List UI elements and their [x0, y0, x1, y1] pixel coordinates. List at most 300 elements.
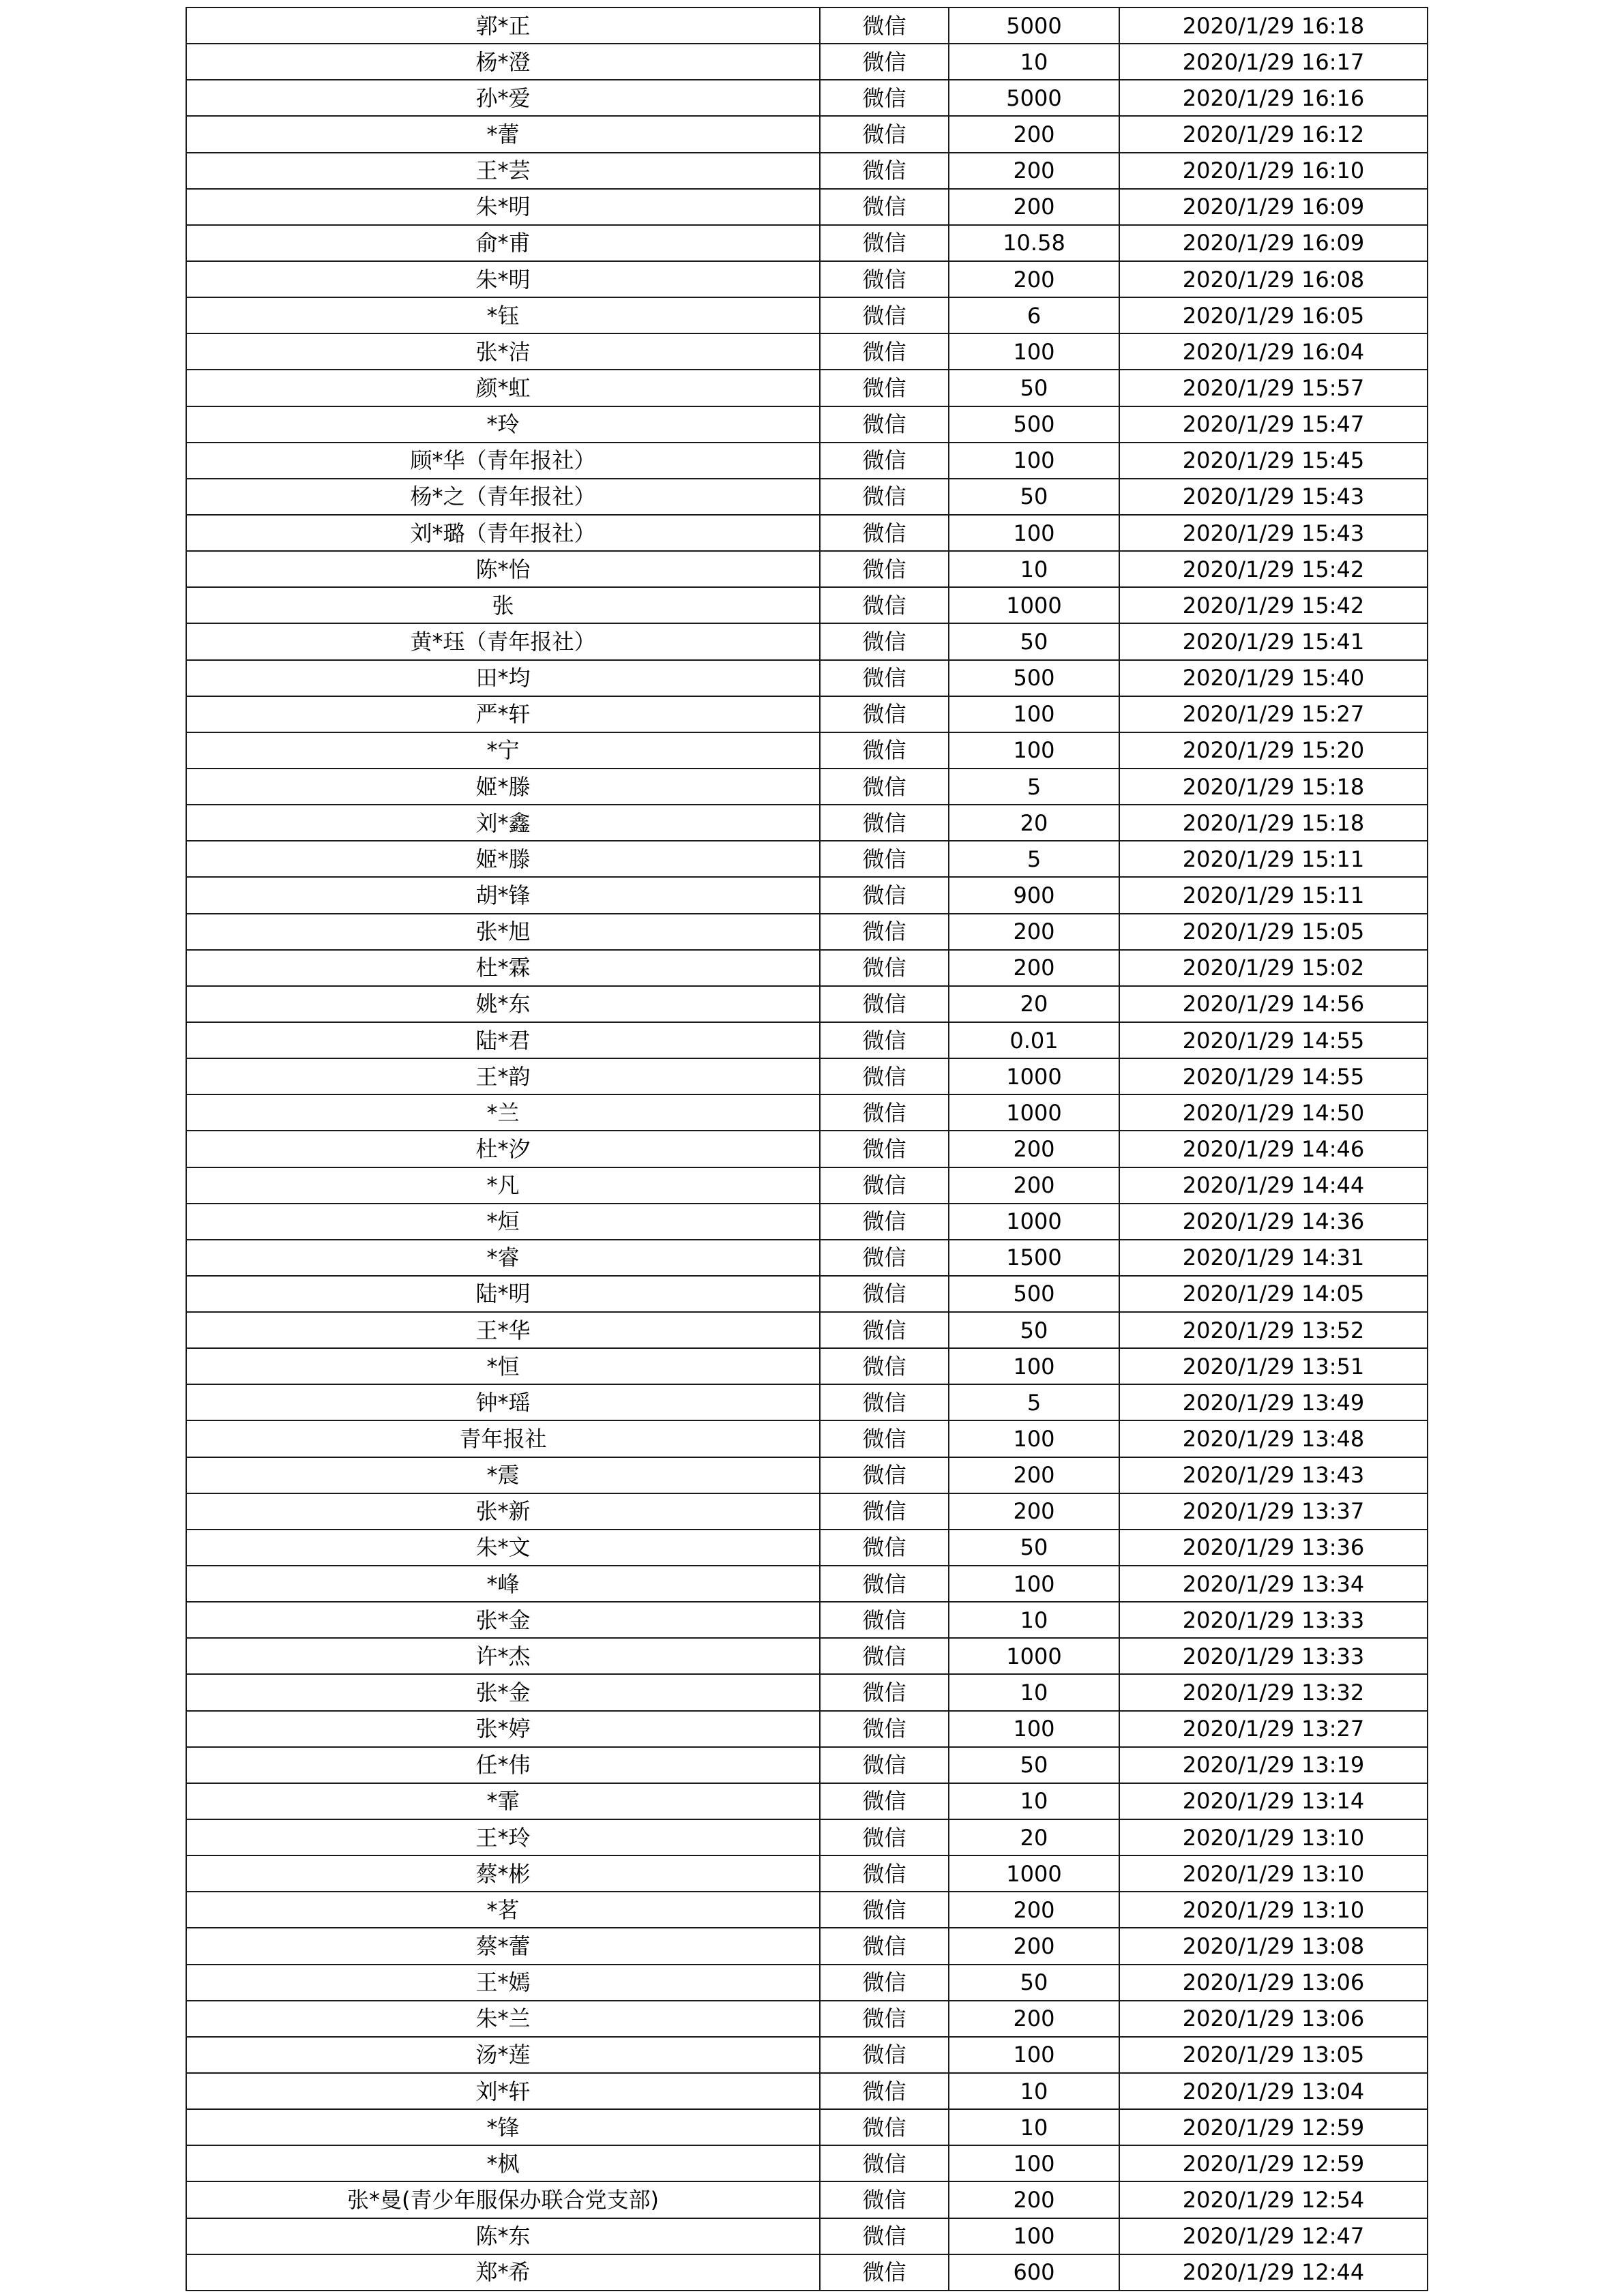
- donor-name-cell: 孙*爱: [186, 80, 820, 116]
- payment-method-cell: 微信: [820, 406, 949, 443]
- amount-cell: 200: [949, 1928, 1119, 1964]
- amount-cell: 100: [949, 2218, 1119, 2254]
- payment-method-cell: 微信: [820, 1965, 949, 2001]
- timestamp-cell: 2020/1/29 15:41: [1119, 623, 1428, 659]
- amount-cell: 100: [949, 2037, 1119, 2073]
- amount-cell: 100: [949, 443, 1119, 479]
- table-row: [186, 1493, 1428, 1530]
- donor-name-cell: 张*曼(青少年服保办联合党支部): [186, 2181, 820, 2218]
- payment-method-cell: 微信: [820, 1602, 949, 1638]
- amount-cell: 200: [949, 1892, 1119, 1928]
- table-row: [186, 1638, 1428, 1674]
- donor-name-cell: 王*芸: [186, 153, 820, 189]
- payment-method-cell: 微信: [820, 2218, 949, 2254]
- timestamp-cell: 2020/1/29 14:56: [1119, 986, 1428, 1022]
- timestamp-cell: 2020/1/29 16:04: [1119, 333, 1428, 370]
- timestamp-cell: 2020/1/29 15:42: [1119, 587, 1428, 623]
- payment-method-cell: 微信: [820, 1674, 949, 1710]
- payment-method-cell: 微信: [820, 1131, 949, 1167]
- table-row: [186, 1530, 1428, 1566]
- amount-cell: 100: [949, 1711, 1119, 1747]
- table-row: [186, 2109, 1428, 2145]
- payment-method-cell: 微信: [820, 1312, 949, 1348]
- payment-method-cell: 微信: [820, 333, 949, 370]
- donor-name-cell: *睿: [186, 1240, 820, 1276]
- timestamp-cell: 2020/1/29 12:54: [1119, 2181, 1428, 2218]
- table-row: [186, 986, 1428, 1022]
- timestamp-cell: 2020/1/29 16:09: [1119, 189, 1428, 225]
- donor-name-cell: 陈*怡: [186, 551, 820, 587]
- table-row: [186, 1204, 1428, 1240]
- timestamp-cell: 2020/1/29 14:31: [1119, 1240, 1428, 1276]
- payment-method-cell: 微信: [820, 914, 949, 950]
- donor-name-cell: 杨*澄: [186, 44, 820, 80]
- donor-name-cell: 陈*东: [186, 2218, 820, 2254]
- amount-cell: 6: [949, 297, 1119, 333]
- table-row: [186, 189, 1428, 225]
- payment-method-cell: 微信: [820, 986, 949, 1022]
- amount-cell: 1000: [949, 1094, 1119, 1131]
- timestamp-cell: 2020/1/29 12:59: [1119, 2145, 1428, 2181]
- amount-cell: 200: [949, 153, 1119, 189]
- payment-method-cell: 微信: [820, 261, 949, 297]
- amount-cell: 1000: [949, 1855, 1119, 1892]
- amount-cell: 10: [949, 44, 1119, 80]
- timestamp-cell: 2020/1/29 13:34: [1119, 1566, 1428, 1602]
- timestamp-cell: 2020/1/29 13:52: [1119, 1312, 1428, 1348]
- timestamp-cell: 2020/1/29 13:10: [1119, 1855, 1428, 1892]
- payment-method-cell: 微信: [820, 1058, 949, 1094]
- donor-name-cell: *蕾: [186, 116, 820, 152]
- table-row: [186, 2181, 1428, 2218]
- amount-cell: 200: [949, 2001, 1119, 2037]
- donor-name-cell: *峰: [186, 1566, 820, 1602]
- donor-name-cell: *烜: [186, 1204, 820, 1240]
- payment-method-cell: 微信: [820, 1747, 949, 1783]
- donor-name-cell: 青年报社: [186, 1420, 820, 1457]
- payment-method-cell: 微信: [820, 297, 949, 333]
- donor-name-cell: 俞*甫: [186, 225, 820, 261]
- donor-name-cell: 颜*虹: [186, 370, 820, 406]
- timestamp-cell: 2020/1/29 13:10: [1119, 1819, 1428, 1855]
- table-row: [186, 1384, 1428, 1420]
- donor-name-cell: *玲: [186, 406, 820, 443]
- timestamp-cell: 2020/1/29 16:10: [1119, 153, 1428, 189]
- amount-cell: 5: [949, 1384, 1119, 1420]
- payment-method-cell: 微信: [820, 1022, 949, 1058]
- table-row: [186, 2145, 1428, 2181]
- payment-method-cell: 微信: [820, 479, 949, 515]
- table-row: [186, 2218, 1428, 2254]
- timestamp-cell: 2020/1/29 13:43: [1119, 1457, 1428, 1493]
- timestamp-cell: 2020/1/29 13:49: [1119, 1384, 1428, 1420]
- timestamp-cell: 2020/1/29 14:55: [1119, 1022, 1428, 1058]
- payment-method-cell: 微信: [820, 623, 949, 659]
- timestamp-cell: 2020/1/29 13:06: [1119, 1965, 1428, 2001]
- table-row: [186, 1711, 1428, 1747]
- amount-cell: 5000: [949, 80, 1119, 116]
- donor-name-cell: 王*玲: [186, 1819, 820, 1855]
- amount-cell: 100: [949, 1348, 1119, 1384]
- timestamp-cell: 2020/1/29 13:27: [1119, 1711, 1428, 1747]
- donor-name-cell: 张: [186, 587, 820, 623]
- amount-cell: 10.58: [949, 225, 1119, 261]
- donor-name-cell: 张*旭: [186, 914, 820, 950]
- donor-name-cell: 朱*明: [186, 261, 820, 297]
- payment-method-cell: 微信: [820, 116, 949, 152]
- donor-name-cell: 刘*轩: [186, 2073, 820, 2109]
- donor-name-cell: 顾*华（青年报社）: [186, 443, 820, 479]
- table-row: [186, 1965, 1428, 2001]
- payment-method-cell: 微信: [820, 1783, 949, 1819]
- timestamp-cell: 2020/1/29 16:18: [1119, 8, 1428, 44]
- payment-method-cell: 微信: [820, 1638, 949, 1674]
- table-row: [186, 732, 1428, 769]
- table-row: [186, 1783, 1428, 1819]
- donor-name-cell: 朱*明: [186, 189, 820, 225]
- timestamp-cell: 2020/1/29 15:43: [1119, 479, 1428, 515]
- payment-method-cell: 微信: [820, 732, 949, 769]
- table-row: [186, 443, 1428, 479]
- amount-cell: 200: [949, 1493, 1119, 1530]
- payment-method-cell: 微信: [820, 1530, 949, 1566]
- table-row: [186, 587, 1428, 623]
- table-row: [186, 1855, 1428, 1892]
- donor-name-cell: *霏: [186, 1783, 820, 1819]
- donor-name-cell: 张*婷: [186, 1711, 820, 1747]
- payment-method-cell: 微信: [820, 2145, 949, 2181]
- table-row: [186, 841, 1428, 877]
- amount-cell: 10: [949, 1674, 1119, 1710]
- table-row: [186, 660, 1428, 696]
- table-row: [186, 1674, 1428, 1710]
- donor-name-cell: 王*韵: [186, 1058, 820, 1094]
- timestamp-cell: 2020/1/29 14:46: [1119, 1131, 1428, 1167]
- amount-cell: 200: [949, 1167, 1119, 1204]
- donor-name-cell: *恒: [186, 1348, 820, 1384]
- payment-method-cell: 微信: [820, 515, 949, 551]
- timestamp-cell: 2020/1/29 13:04: [1119, 2073, 1428, 2109]
- table-row: [186, 1602, 1428, 1638]
- table-row: [186, 1928, 1428, 1964]
- timestamp-cell: 2020/1/29 15:40: [1119, 660, 1428, 696]
- amount-cell: 0.01: [949, 1022, 1119, 1058]
- table-row: [186, 1167, 1428, 1204]
- amount-cell: 5: [949, 841, 1119, 877]
- payment-method-cell: 微信: [820, 1240, 949, 1276]
- amount-cell: 200: [949, 261, 1119, 297]
- table-row: [186, 1094, 1428, 1131]
- amount-cell: 1000: [949, 587, 1119, 623]
- table-row: [186, 950, 1428, 986]
- amount-cell: 100: [949, 696, 1119, 732]
- table-row: [186, 914, 1428, 950]
- table-row: [186, 1819, 1428, 1855]
- table-row: [186, 370, 1428, 406]
- timestamp-cell: 2020/1/29 12:47: [1119, 2218, 1428, 2254]
- donation-table: [186, 7, 1428, 2291]
- timestamp-cell: 2020/1/29 12:44: [1119, 2254, 1428, 2291]
- donor-name-cell: 任*伟: [186, 1747, 820, 1783]
- amount-cell: 1000: [949, 1058, 1119, 1094]
- payment-method-cell: 微信: [820, 950, 949, 986]
- payment-method-cell: 微信: [820, 1204, 949, 1240]
- amount-cell: 50: [949, 1312, 1119, 1348]
- table-row: [186, 1348, 1428, 1384]
- payment-method-cell: 微信: [820, 1892, 949, 1928]
- donor-name-cell: 陆*明: [186, 1276, 820, 1312]
- amount-cell: 10: [949, 1783, 1119, 1819]
- amount-cell: 1000: [949, 1204, 1119, 1240]
- payment-method-cell: 微信: [820, 769, 949, 805]
- table-row: [186, 1892, 1428, 1928]
- table-row: [186, 80, 1428, 116]
- table-row: [186, 1420, 1428, 1457]
- timestamp-cell: 2020/1/29 15:47: [1119, 406, 1428, 443]
- payment-method-cell: 微信: [820, 696, 949, 732]
- timestamp-cell: 2020/1/29 13:05: [1119, 2037, 1428, 2073]
- payment-method-cell: 微信: [820, 44, 949, 80]
- amount-cell: 200: [949, 189, 1119, 225]
- table-row: [186, 2254, 1428, 2291]
- donor-name-cell: 胡*锋: [186, 877, 820, 913]
- timestamp-cell: 2020/1/29 16:12: [1119, 116, 1428, 152]
- amount-cell: 200: [949, 116, 1119, 152]
- donor-name-cell: *凡: [186, 1167, 820, 1204]
- donor-name-cell: 朱*文: [186, 1530, 820, 1566]
- amount-cell: 20: [949, 1819, 1119, 1855]
- table-row: [186, 1058, 1428, 1094]
- amount-cell: 50: [949, 1530, 1119, 1566]
- amount-cell: 100: [949, 732, 1119, 769]
- timestamp-cell: 2020/1/29 15:27: [1119, 696, 1428, 732]
- payment-method-cell: 微信: [820, 153, 949, 189]
- payment-method-cell: 微信: [820, 1493, 949, 1530]
- payment-method-cell: 微信: [820, 1167, 949, 1204]
- donor-name-cell: 张*金: [186, 1602, 820, 1638]
- donor-name-cell: 许*杰: [186, 1638, 820, 1674]
- donor-name-cell: *宁: [186, 732, 820, 769]
- timestamp-cell: 2020/1/29 16:08: [1119, 261, 1428, 297]
- timestamp-cell: 2020/1/29 13:19: [1119, 1747, 1428, 1783]
- amount-cell: 600: [949, 2254, 1119, 2291]
- amount-cell: 500: [949, 1276, 1119, 1312]
- amount-cell: 10: [949, 2109, 1119, 2145]
- payment-method-cell: 微信: [820, 2001, 949, 2037]
- payment-method-cell: 微信: [820, 877, 949, 913]
- timestamp-cell: 2020/1/29 13:08: [1119, 1928, 1428, 1964]
- donor-name-cell: 刘*璐（青年报社）: [186, 515, 820, 551]
- donor-name-cell: 杜*汐: [186, 1131, 820, 1167]
- table-row: [186, 1022, 1428, 1058]
- timestamp-cell: 2020/1/29 16:17: [1119, 44, 1428, 80]
- amount-cell: 200: [949, 2181, 1119, 2218]
- amount-cell: 100: [949, 515, 1119, 551]
- donor-name-cell: 郑*希: [186, 2254, 820, 2291]
- timestamp-cell: 2020/1/29 15:05: [1119, 914, 1428, 950]
- table-row: [186, 1457, 1428, 1493]
- amount-cell: 100: [949, 333, 1119, 370]
- donor-name-cell: 王*嫣: [186, 1965, 820, 2001]
- table-row: [186, 1747, 1428, 1783]
- timestamp-cell: 2020/1/29 14:55: [1119, 1058, 1428, 1094]
- donor-name-cell: 汤*莲: [186, 2037, 820, 2073]
- timestamp-cell: 2020/1/29 15:20: [1119, 732, 1428, 769]
- amount-cell: 50: [949, 370, 1119, 406]
- payment-method-cell: 微信: [820, 1457, 949, 1493]
- payment-method-cell: 微信: [820, 660, 949, 696]
- table-row: [186, 406, 1428, 443]
- table-row: [186, 1276, 1428, 1312]
- payment-method-cell: 微信: [820, 2037, 949, 2073]
- table-row: [186, 877, 1428, 913]
- timestamp-cell: 2020/1/29 15:18: [1119, 769, 1428, 805]
- donor-name-cell: 刘*鑫: [186, 805, 820, 841]
- donor-name-cell: 张*洁: [186, 333, 820, 370]
- payment-method-cell: 微信: [820, 1928, 949, 1964]
- payment-method-cell: 微信: [820, 1855, 949, 1892]
- table-row: [186, 44, 1428, 80]
- payment-method-cell: 微信: [820, 1819, 949, 1855]
- donor-name-cell: 陆*君: [186, 1022, 820, 1058]
- donor-name-cell: 姚*东: [186, 986, 820, 1022]
- payment-method-cell: 微信: [820, 189, 949, 225]
- donor-name-cell: 张*新: [186, 1493, 820, 1530]
- table-row: [186, 1240, 1428, 1276]
- timestamp-cell: 2020/1/29 13:37: [1119, 1493, 1428, 1530]
- donor-name-cell: 朱*兰: [186, 2001, 820, 2037]
- amount-cell: 5000: [949, 8, 1119, 44]
- donor-name-cell: 姬*滕: [186, 841, 820, 877]
- timestamp-cell: 2020/1/29 15:18: [1119, 805, 1428, 841]
- amount-cell: 50: [949, 1965, 1119, 2001]
- amount-cell: 50: [949, 479, 1119, 515]
- table-row: [186, 261, 1428, 297]
- donor-name-cell: 杨*之（青年报社）: [186, 479, 820, 515]
- payment-method-cell: 微信: [820, 1420, 949, 1457]
- timestamp-cell: 2020/1/29 16:16: [1119, 80, 1428, 116]
- donor-name-cell: 郭*正: [186, 8, 820, 44]
- timestamp-cell: 2020/1/29 15:11: [1119, 877, 1428, 913]
- payment-method-cell: 微信: [820, 1094, 949, 1131]
- donor-name-cell: *锋: [186, 2109, 820, 2145]
- donor-name-cell: 张*金: [186, 1674, 820, 1710]
- timestamp-cell: 2020/1/29 14:36: [1119, 1204, 1428, 1240]
- table-row: [186, 333, 1428, 370]
- table-row: [186, 696, 1428, 732]
- timestamp-cell: 2020/1/29 13:10: [1119, 1892, 1428, 1928]
- donor-name-cell: 钟*瑶: [186, 1384, 820, 1420]
- amount-cell: 200: [949, 1457, 1119, 1493]
- payment-method-cell: 微信: [820, 8, 949, 44]
- table-row: [186, 769, 1428, 805]
- table-row: [186, 623, 1428, 659]
- table-row: [186, 2073, 1428, 2109]
- amount-cell: 200: [949, 950, 1119, 986]
- table-row: [186, 116, 1428, 152]
- timestamp-cell: 2020/1/29 15:45: [1119, 443, 1428, 479]
- table-row: [186, 479, 1428, 515]
- payment-method-cell: 微信: [820, 370, 949, 406]
- timestamp-cell: 2020/1/29 14:50: [1119, 1094, 1428, 1131]
- payment-method-cell: 微信: [820, 1348, 949, 1384]
- timestamp-cell: 2020/1/29 13:33: [1119, 1602, 1428, 1638]
- amount-cell: 5: [949, 769, 1119, 805]
- payment-method-cell: 微信: [820, 1384, 949, 1420]
- payment-method-cell: 微信: [820, 841, 949, 877]
- donor-name-cell: *兰: [186, 1094, 820, 1131]
- amount-cell: 100: [949, 2145, 1119, 2181]
- amount-cell: 1500: [949, 1240, 1119, 1276]
- donor-name-cell: 姬*滕: [186, 769, 820, 805]
- amount-cell: 10: [949, 551, 1119, 587]
- donor-name-cell: *枫: [186, 2145, 820, 2181]
- payment-method-cell: 微信: [820, 80, 949, 116]
- timestamp-cell: 2020/1/29 13:32: [1119, 1674, 1428, 1710]
- payment-method-cell: 微信: [820, 1711, 949, 1747]
- table-row: [186, 297, 1428, 333]
- timestamp-cell: 2020/1/29 13:36: [1119, 1530, 1428, 1566]
- table-row: [186, 153, 1428, 189]
- timestamp-cell: 2020/1/29 15:11: [1119, 841, 1428, 877]
- amount-cell: 10: [949, 2073, 1119, 2109]
- payment-method-cell: 微信: [820, 551, 949, 587]
- amount-cell: 20: [949, 805, 1119, 841]
- table-row: [186, 515, 1428, 551]
- table-row: [186, 8, 1428, 44]
- timestamp-cell: 2020/1/29 13:14: [1119, 1783, 1428, 1819]
- timestamp-cell: 2020/1/29 13:06: [1119, 2001, 1428, 2037]
- amount-cell: 1000: [949, 1638, 1119, 1674]
- donor-name-cell: 王*华: [186, 1312, 820, 1348]
- timestamp-cell: 2020/1/29 14:05: [1119, 1276, 1428, 1312]
- amount-cell: 100: [949, 1420, 1119, 1457]
- donor-name-cell: 田*均: [186, 660, 820, 696]
- donor-name-cell: 严*轩: [186, 696, 820, 732]
- amount-cell: 10: [949, 1602, 1119, 1638]
- payment-method-cell: 微信: [820, 1566, 949, 1602]
- timestamp-cell: 2020/1/29 15:02: [1119, 950, 1428, 986]
- timestamp-cell: 2020/1/29 12:59: [1119, 2109, 1428, 2145]
- donor-name-cell: 蔡*蕾: [186, 1928, 820, 1964]
- amount-cell: 900: [949, 877, 1119, 913]
- payment-method-cell: 微信: [820, 2073, 949, 2109]
- payment-method-cell: 微信: [820, 443, 949, 479]
- table-row: [186, 2037, 1428, 2073]
- amount-cell: 500: [949, 406, 1119, 443]
- amount-cell: 500: [949, 660, 1119, 696]
- payment-method-cell: 微信: [820, 2254, 949, 2291]
- payment-method-cell: 微信: [820, 805, 949, 841]
- table-row: [186, 2001, 1428, 2037]
- timestamp-cell: 2020/1/29 15:42: [1119, 551, 1428, 587]
- donor-name-cell: *茗: [186, 1892, 820, 1928]
- amount-cell: 200: [949, 1131, 1119, 1167]
- timestamp-cell: 2020/1/29 13:48: [1119, 1420, 1428, 1457]
- payment-method-cell: 微信: [820, 1276, 949, 1312]
- table-row: [186, 1566, 1428, 1602]
- timestamp-cell: 2020/1/29 13:51: [1119, 1348, 1428, 1384]
- donor-name-cell: *钰: [186, 297, 820, 333]
- donation-table-body: [186, 8, 1428, 2291]
- amount-cell: 20: [949, 986, 1119, 1022]
- table-row: [186, 1131, 1428, 1167]
- timestamp-cell: 2020/1/29 16:05: [1119, 297, 1428, 333]
- timestamp-cell: 2020/1/29 16:09: [1119, 225, 1428, 261]
- timestamp-cell: 2020/1/29 15:43: [1119, 515, 1428, 551]
- timestamp-cell: 2020/1/29 15:57: [1119, 370, 1428, 406]
- table-row: [186, 551, 1428, 587]
